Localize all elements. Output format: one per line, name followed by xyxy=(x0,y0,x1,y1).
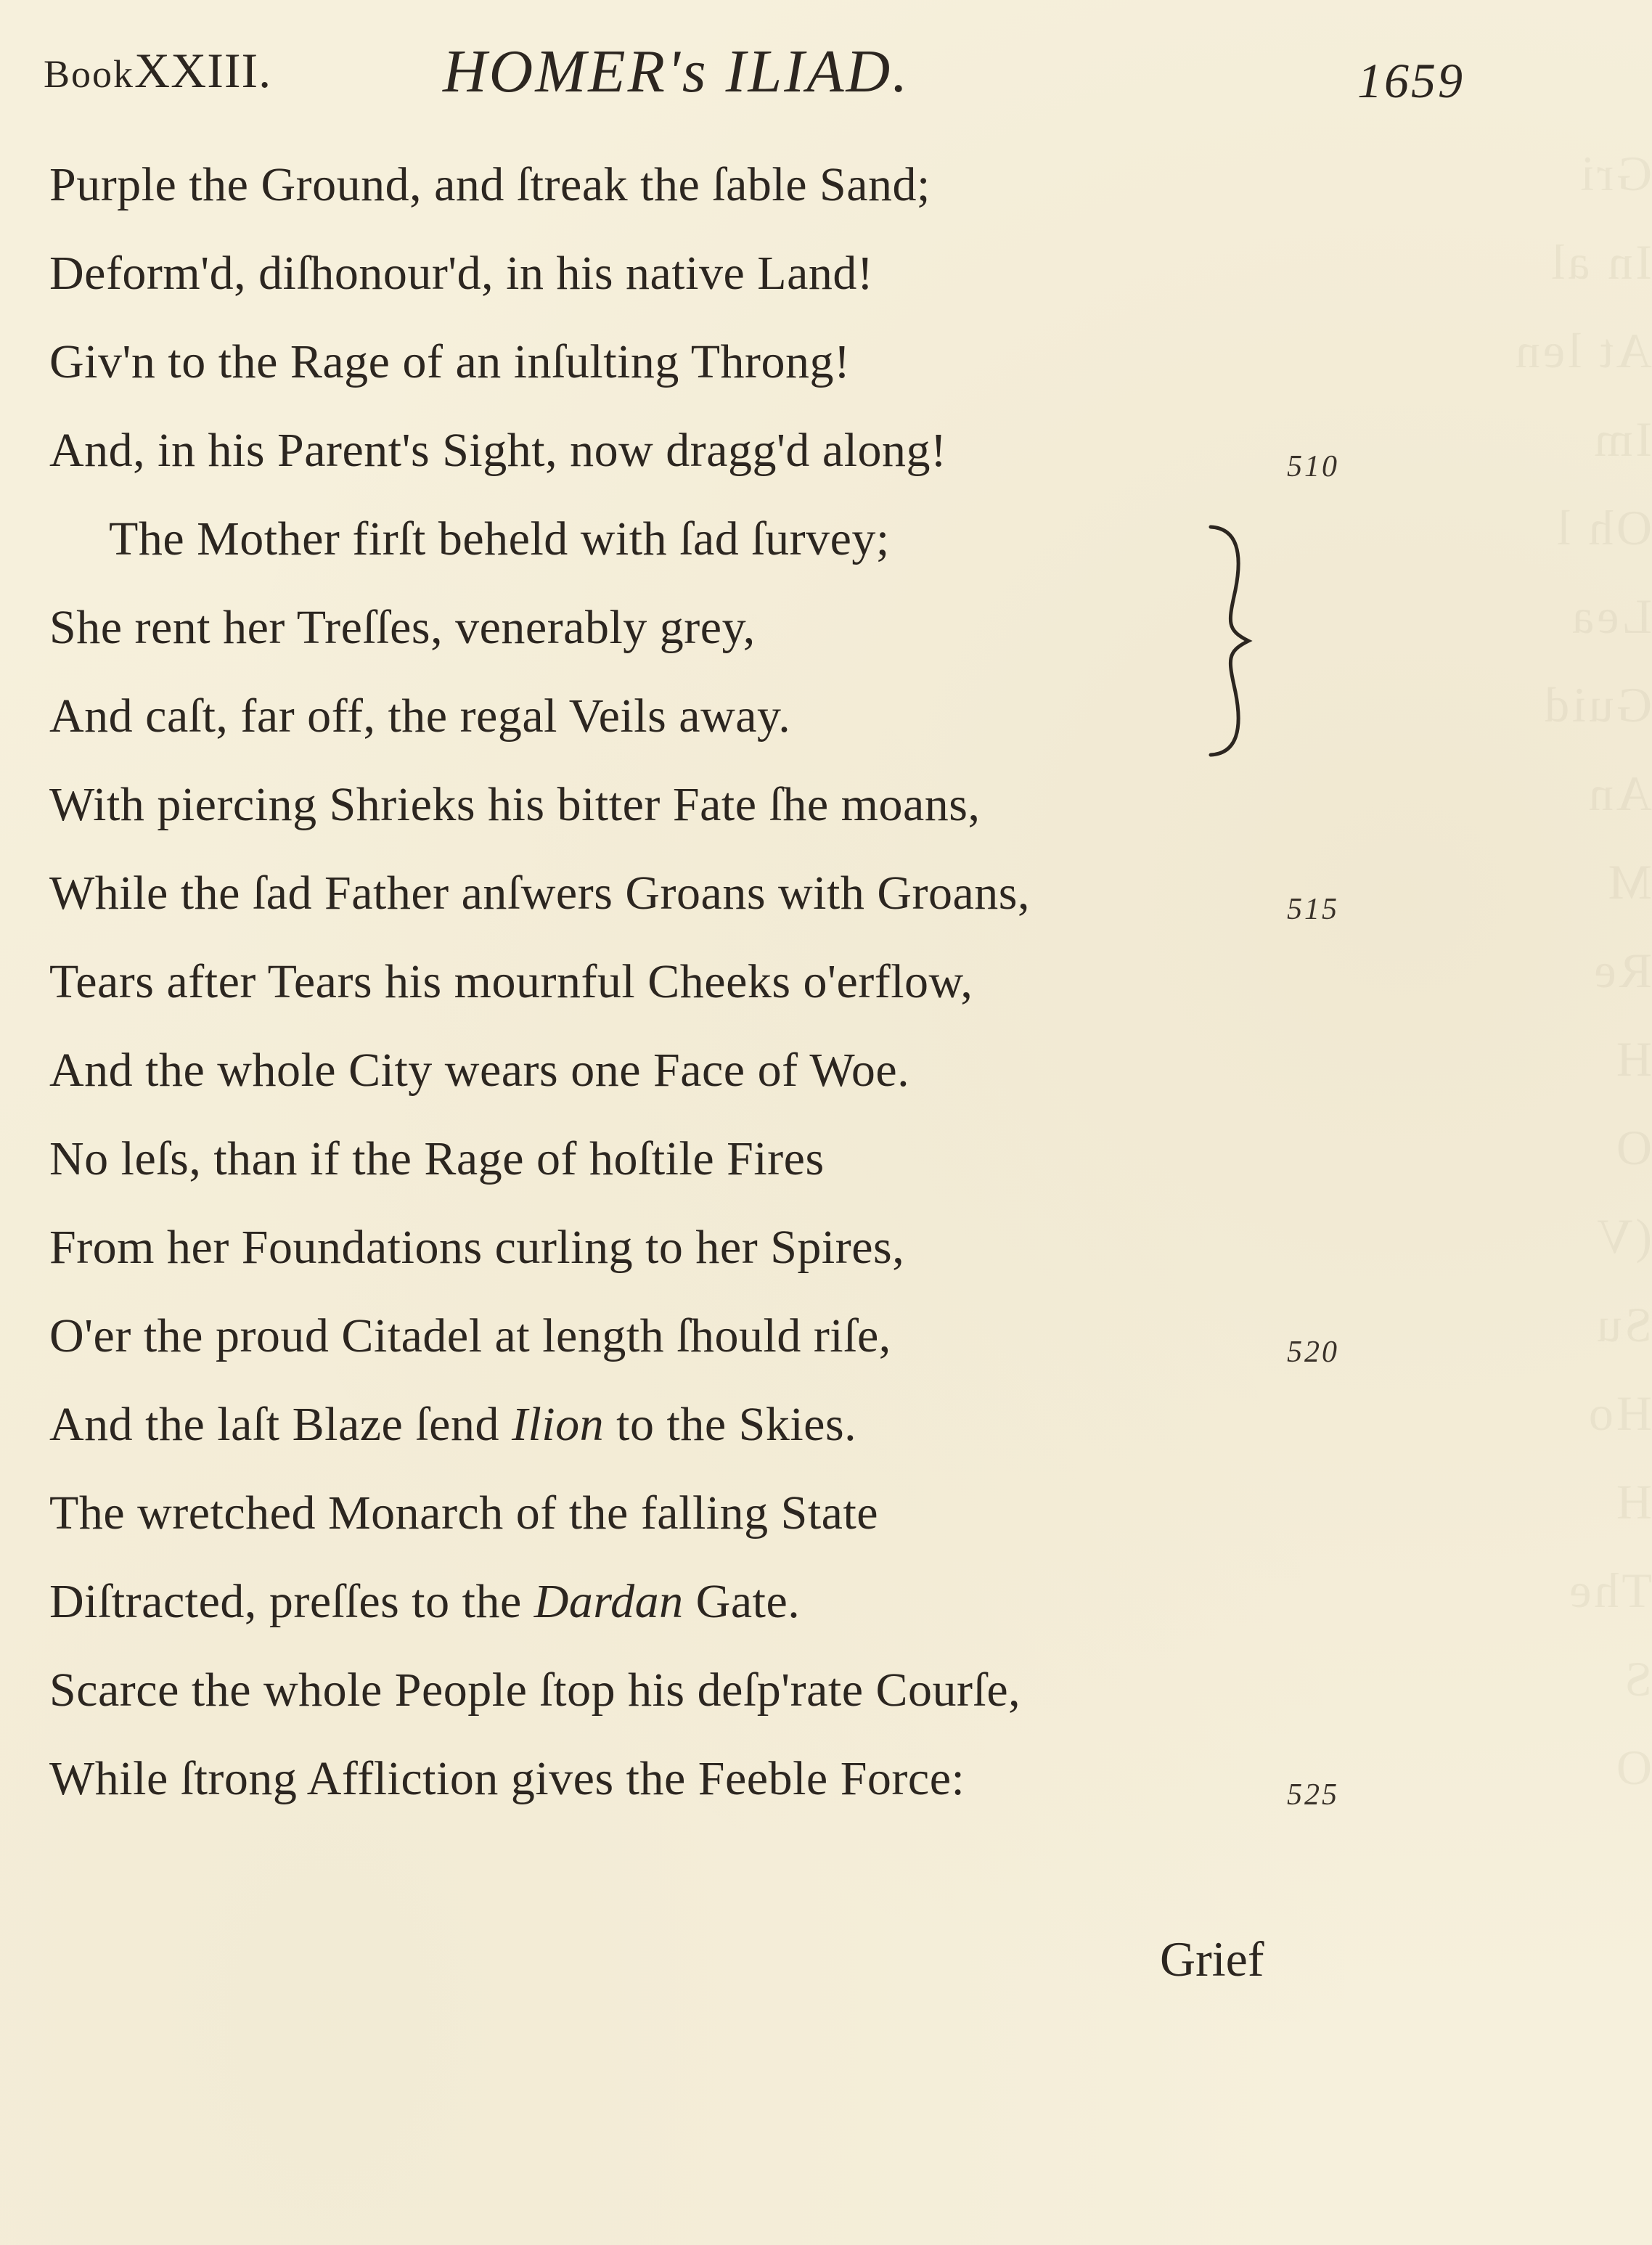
verse-text: No leſs, than if the Rage of hoſtile Fires xyxy=(49,1132,825,1185)
verse-text: Tears after Tears his mournful Cheeks o'erflow, xyxy=(49,955,973,1008)
verse-line xyxy=(49,1654,1392,1743)
verse-text: And the whole City wears one Face of Woe. xyxy=(49,1044,910,1097)
book-number: XXIII. xyxy=(134,43,272,98)
verse-text-after: to the Skies. xyxy=(604,1398,857,1451)
verse-line xyxy=(49,326,1392,414)
verse-text: And, in his Parent's Sight, now dragg'd along! xyxy=(49,424,947,477)
verse-text-after: Gate. xyxy=(683,1575,801,1628)
verse-line xyxy=(49,1300,1392,1389)
verse-text: From her Foundations curling to her Spires, xyxy=(49,1221,905,1274)
verse-text: Scarce the whole People ſtop his deſp'rate Courſe, xyxy=(49,1664,1021,1717)
verse-text: She rent her Treſſes, venerably grey, xyxy=(49,601,756,654)
page-number: 1659 xyxy=(1357,53,1465,108)
verso-show-through: Gri In al At len Im Oh l Lea Guid An M Re H O (V Su Ho H The S O xyxy=(1512,146,1652,1795)
verse-text: O'er the proud Citadel at length ſhould riſe, xyxy=(49,1309,891,1362)
verse-line xyxy=(49,946,1392,1034)
verse-text xyxy=(49,1398,856,1451)
verse-text-before: And the laſt Blaze ſend xyxy=(49,1398,512,1451)
verse-text xyxy=(49,1575,800,1628)
italic-place-name: Ilion xyxy=(511,1398,605,1451)
book-label xyxy=(44,42,271,99)
verse-text: With piercing Shrieks his bitter Fate ſhe moans, xyxy=(49,778,981,831)
verse-line xyxy=(49,769,1392,857)
verse-line xyxy=(49,149,1392,237)
verse-line xyxy=(49,1389,1392,1477)
verse-text-before: Diſtracted, preſſes to the xyxy=(49,1575,534,1628)
verse-line xyxy=(49,1211,1392,1300)
book-word: Book xyxy=(44,52,135,96)
verse-line xyxy=(49,1743,1392,1831)
verse-line xyxy=(49,414,1392,503)
verse-line xyxy=(49,1566,1392,1654)
verse-line xyxy=(49,1477,1392,1566)
line-number: 510 xyxy=(1287,450,1339,483)
verse-line xyxy=(49,1123,1392,1211)
verse-block xyxy=(49,149,1392,1831)
line-number: 515 xyxy=(1287,893,1339,926)
running-head xyxy=(44,36,1611,116)
verse-line xyxy=(49,592,1392,680)
verse-text: While the ſad Father anſwers Groans with Groans, xyxy=(49,867,1030,920)
running-title: HOMER's ILIAD. xyxy=(443,38,910,105)
verse-text: Giv'n to the Rage of an inſulting Throng! xyxy=(49,335,851,388)
italic-place-name: Dardan xyxy=(533,1575,684,1628)
verse-line xyxy=(49,857,1392,946)
line-number: 525 xyxy=(1287,1778,1339,1812)
verse-text: Deform'd, diſhonour'd, in his native Land! xyxy=(49,247,874,300)
catchword: Grief xyxy=(1160,1931,1264,1987)
verse-line xyxy=(49,1034,1392,1123)
triplet-brace xyxy=(1198,521,1263,761)
verse-text: The Mother firſt beheld with ſad ſurvey; xyxy=(109,512,890,565)
verse-line xyxy=(49,503,1392,592)
verse-text: The wretched Monarch of the falling State xyxy=(49,1487,879,1539)
line-number: 520 xyxy=(1287,1336,1339,1369)
verse-text: While ſtrong Affliction gives the Feeble Force: xyxy=(49,1752,965,1805)
verse-text: Purple the Ground, and ſtreak the ſable Sand; xyxy=(49,158,931,211)
verse-text: And caſt, far off, the regal Veils away. xyxy=(49,690,791,743)
verse-line xyxy=(49,237,1392,326)
verse-line xyxy=(49,680,1392,769)
